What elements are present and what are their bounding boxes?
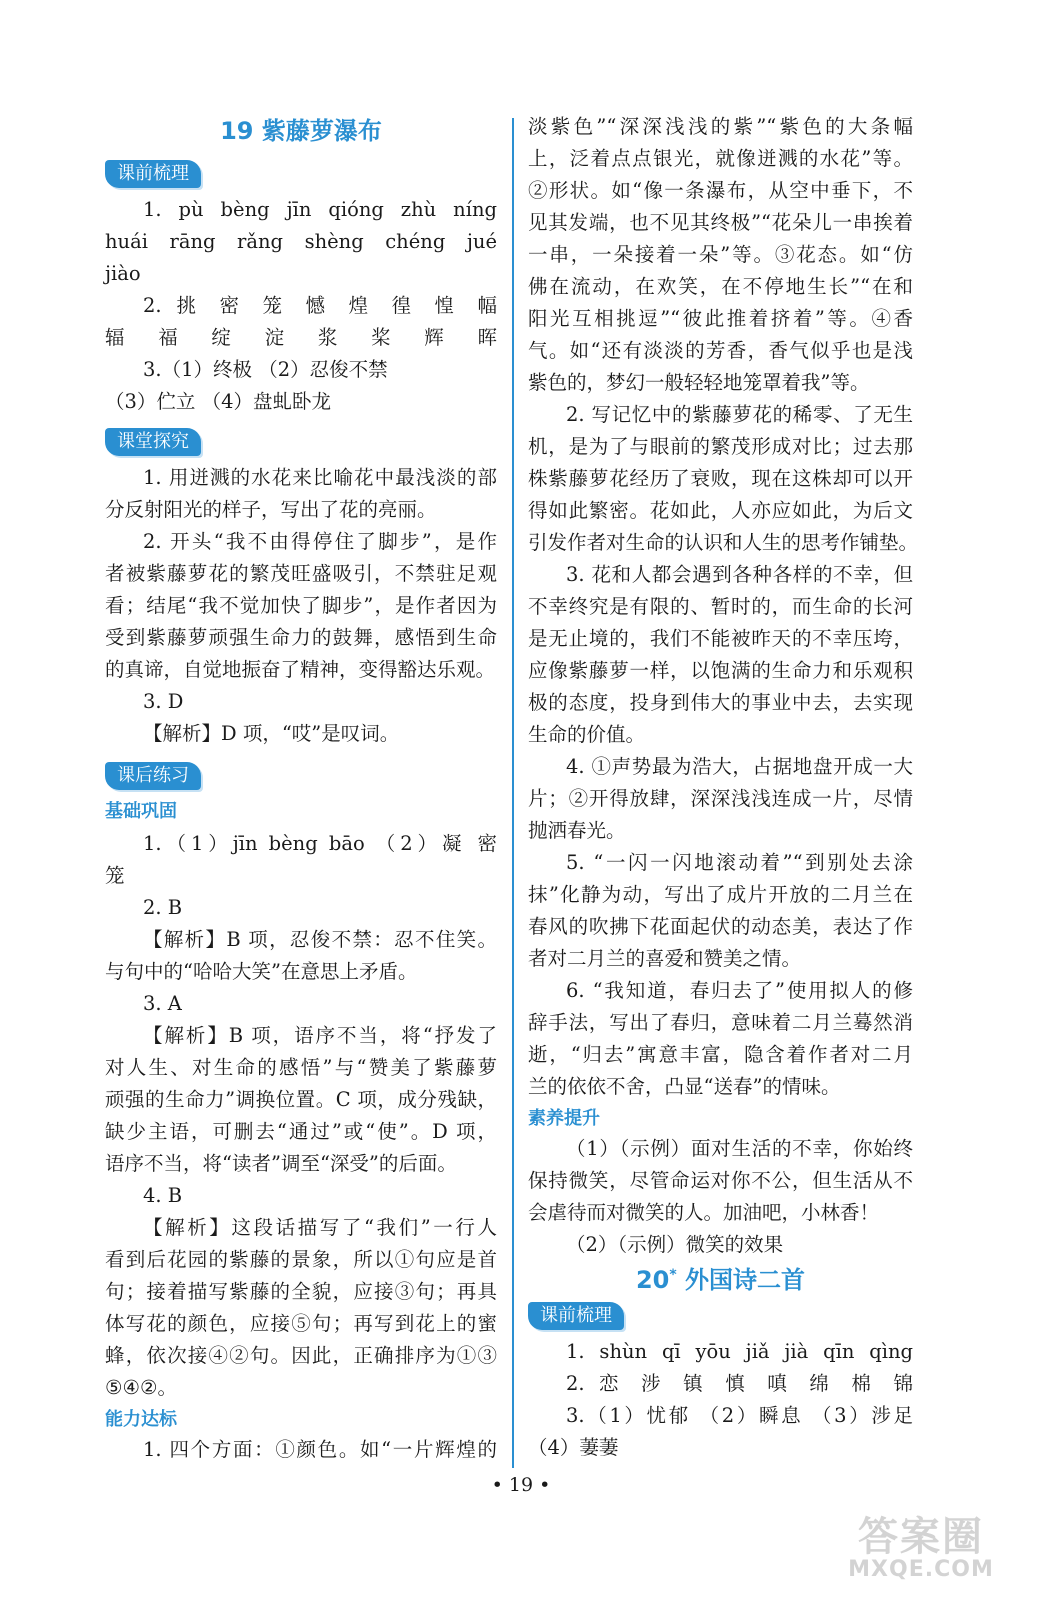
- text-line: ⑤④②。: [105, 1376, 177, 1399]
- text-line: 生命的价值。: [528, 723, 646, 746]
- text-line: huái rāng rǎng shèng chéng jué: [105, 230, 497, 253]
- text-line: 上，泛着点点银光，就像迸溅的水花”等。: [528, 147, 913, 170]
- text-line: 辐 福 绽 淀 浆 桨 辉 晖: [105, 326, 497, 349]
- text-line: （4）萋萋: [528, 1436, 619, 1459]
- text-line: 淡紫色”“深深浅浅的紫”“紫色的大条幅: [528, 115, 913, 138]
- text-line: 株紫藤萝花经历了衰败，现在这株却可以开: [528, 467, 913, 490]
- text-line: 者被紫藤萝花的繁茂旺盛吸引，不禁驻足观: [105, 562, 497, 585]
- text-line: 4. B: [143, 1184, 183, 1207]
- lesson-number: 20: [635, 1266, 670, 1294]
- subsection-heading: 基础巩固: [105, 801, 177, 822]
- text-line: 2. 恋 涉 镇 慎 嗔 绵 棉 锦: [566, 1372, 913, 1395]
- text-line: 机，是为了与眼前的繁茂形成对比；过去那: [528, 435, 913, 458]
- text-line: 是无止境的，我们不能被昨天的不幸压垮，: [528, 627, 913, 650]
- text-line: 紫色的，梦幻一般轻轻地笼罩着我”等。: [528, 371, 870, 394]
- column-divider: [512, 118, 514, 1468]
- text-line: 【解析】B 项，语序不当，将“抒发了: [143, 1024, 497, 1047]
- text-line: 【解析】B 项，忍俊不禁：忍不住笑。: [143, 928, 497, 951]
- text-line: jiào: [105, 262, 141, 285]
- text-line: 看到后花园的紫藤的景象，所以①句应是首: [105, 1248, 497, 1271]
- text-line: 对人生、对生命的感悟”与“赞美了紫藤萝: [105, 1056, 497, 1079]
- text-line: 1. 用迸溅的水花来比喻花中最浅淡的部: [143, 466, 497, 489]
- text-line: 3.（1）忧郁 （2）瞬息 （3）涉足: [566, 1404, 913, 1427]
- text-line: 【解析】D 项，“哎”是叹词。: [143, 722, 400, 745]
- text-line: 阳光互相挑逗”“彼此推着挤着”等。④香: [528, 307, 913, 330]
- page-number: • 19 •: [491, 1474, 551, 1496]
- text-line: 见其发端，也不见其终极”“花朵儿一串挨着: [528, 211, 913, 234]
- text-line: 4. ①声势最为浩大，占据地盘开成一大: [566, 755, 913, 778]
- subsection-heading: 素养提升: [528, 1108, 600, 1129]
- text-line: 句；接着描写紫藤的全貌，应接③句；再具: [105, 1280, 497, 1303]
- text-line: 语序不当，将“读者”调至“深受”的后面。: [105, 1152, 457, 1175]
- text-line: 分反射阳光的样子，写出了花的亮丽。: [105, 498, 437, 521]
- text-line: 兰的依依不舍，凸显“送春”的情味。: [528, 1075, 841, 1098]
- text-line: 6. “我知道，春归去了”使用拟人的修: [566, 979, 913, 1002]
- text-line: 3. A: [143, 992, 182, 1015]
- text-line: ②形状。如“像一条瀑布，从空中垂下，不: [528, 179, 913, 202]
- text-line: 蜂，依次接④②句。因此，正确排序为①③: [105, 1344, 497, 1367]
- text-line: 者对二月兰的喜爱和赞美之情。: [528, 947, 802, 970]
- section-badge: 课前梳理: [528, 1302, 624, 1330]
- text-line: 受到紫藤萝顽强生命力的鼓舞，感悟到生命: [105, 626, 497, 649]
- watermark-title: 答案圈: [858, 1514, 984, 1560]
- text-line: 1. pù bèng jīn qióng zhù níng: [143, 198, 497, 221]
- text-line: 气。如“还有淡淡的芳香，香气似乎也是浅: [528, 339, 913, 362]
- text-line: 1.（1）jīn bèng bāo （2）凝 密: [143, 832, 497, 855]
- text-line: 佛在流动，在欢笑，在不停地生长”“在和: [528, 275, 913, 298]
- text-line: 保持微笑，尽管命运对你不公，但生活从不: [528, 1169, 913, 1192]
- text-line: 缺少主语，可删去“通过”或“使”。D 项，: [105, 1120, 497, 1143]
- text-line: 的真谛，自觉地振奋了精神，变得豁达乐观。: [105, 658, 496, 681]
- text-line: 抛洒春光。: [528, 819, 626, 842]
- text-line: 引发作者对生命的认识和人生的思考作铺垫。: [528, 531, 919, 554]
- text-line: 不幸终究是有限的、暂时的，而生命的长河: [528, 595, 913, 618]
- text-line: （3）伫立 （4）盘虬卧龙: [105, 390, 332, 413]
- text-line: 3.（1）终极 （2）忍俊不禁: [143, 358, 388, 381]
- text-line: 3. D: [143, 690, 184, 713]
- text-line: 1. 四个方面：①颜色。如“一片辉煌的: [143, 1438, 497, 1461]
- text-line: 得如此繁密。花如此，人亦应如此，为后文: [528, 499, 913, 522]
- text-line: 3. 花和人都会遇到各种各样的不幸，但: [566, 563, 913, 586]
- text-line: 体写花的颜色，应接⑤句；再写到花上的蜜: [105, 1312, 497, 1335]
- section-title: 19 紫藤萝瀑布: [220, 117, 382, 145]
- text-line: 1. shùn qī yōu jiǎ jià qīn qìng: [566, 1340, 913, 1363]
- watermark-logo: [836, 1516, 1006, 1582]
- text-line: （2）（示例）微笑的效果: [566, 1233, 784, 1256]
- text-line: 顽强的生命力”调换位置。C 项，成分残缺，: [105, 1088, 497, 1111]
- text-line: 5. “一闪一闪地滚动着”“到别处去涂: [566, 851, 913, 874]
- text-line: 一串，一朵接着一朵”等。③花态。如“仿: [528, 243, 913, 266]
- optional-lesson-marker: *: [669, 1267, 677, 1283]
- subsection-heading: 能力达标: [105, 1409, 177, 1430]
- text-line: 春风的吹拂下花面起伏的动态美，表达了作: [528, 915, 913, 938]
- text-line: 应像紫藤萝一样，以饱满的生命力和乐观积: [528, 659, 913, 682]
- text-line: 【解析】这段话描写了“我们”一行人: [143, 1216, 497, 1239]
- text-line: 片；②开得放肆，深深浅浅连成一片，尽情: [528, 787, 913, 810]
- text-line: 看；结尾“我不觉加快了脚步”，是作者因为: [105, 594, 497, 617]
- text-line: 抹”化静为动，写出了成片开放的二月兰在: [528, 883, 913, 906]
- section-badge: 课后练习: [105, 762, 201, 790]
- text-line: 2. 挑 密 笼 憾 煌 徨 惶 幅: [143, 294, 497, 317]
- section-badge: 课前梳理: [105, 160, 201, 188]
- text-line: 与句中的“哈哈大笑”在意思上矛盾。: [105, 960, 418, 983]
- text-line: （1）（示例）面对生活的不幸，你始终: [566, 1137, 913, 1160]
- text-line: 逝，“归去”寓意丰富，隐含着作者对二月: [528, 1043, 913, 1066]
- text-line: 2. 开头“我不由得停住了脚步”，是作: [143, 530, 497, 553]
- section-badge: 课堂探究: [105, 428, 201, 456]
- text-line: 辞手法，写出了春归，意味着二月兰蓦然消: [528, 1011, 913, 1034]
- text-line: 2. 写记忆中的紫藤萝花的稀零、了无生: [566, 403, 913, 426]
- text-line: 2. B: [143, 896, 183, 919]
- text-line: 会虐待而对微笑的人。加油吧，小林香！: [528, 1201, 880, 1224]
- section-title: [528, 1258, 913, 1292]
- text-line: 笼: [105, 864, 125, 887]
- watermark-url: MXQE.COM: [848, 1557, 994, 1582]
- lesson-name: 外国诗二首: [676, 1266, 806, 1294]
- text-line: 极的态度，投身到伟大的事业中去，去实现: [528, 691, 913, 714]
